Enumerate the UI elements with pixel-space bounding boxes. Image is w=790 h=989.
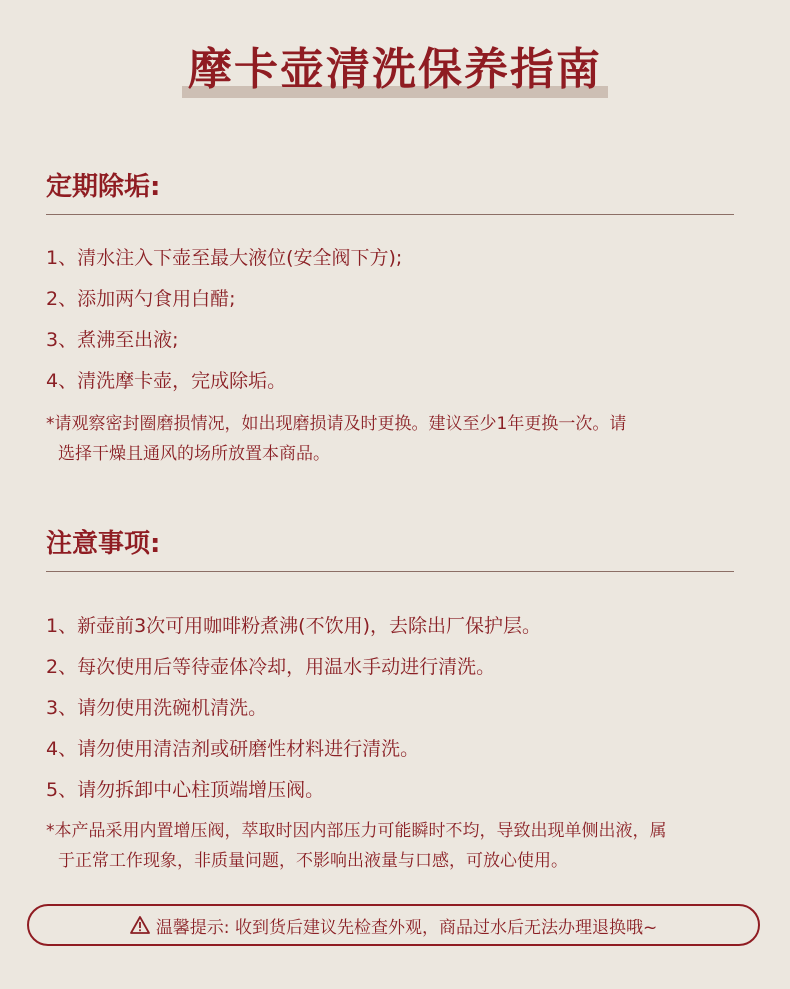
precautions-heading: 注意事项: — [46, 529, 161, 559]
precautions-note — [46, 816, 746, 876]
warning-triangle-icon — [130, 916, 150, 934]
page-title: 摩卡壶清洗保养指南 — [182, 40, 608, 100]
list-item: 3、煮沸至出液; — [46, 329, 179, 351]
precautions-divider — [46, 571, 734, 572]
list-item: 4、请勿使用清洁剂或研磨性材料进行清洗。 — [46, 738, 420, 760]
note-line: *请观察密封圈磨损情况，如出现磨损请及时更换。建议至少1年更换一次。请 — [46, 414, 627, 434]
note-line: *本产品采用内置增压阀，萃取时因内部压力可能瞬时不均，导致出现单侧出液，属 — [46, 821, 667, 841]
descaling-note — [46, 409, 746, 469]
list-item: 4、清洗摩卡壶，完成除垢。 — [46, 370, 287, 392]
list-item: 1、新壶前3次可用咖啡粉煮沸(不饮用)，去除出厂保护层。 — [46, 615, 542, 637]
descaling-list — [46, 238, 402, 402]
list-item: 2、添加两勺食用白醋; — [46, 288, 236, 310]
warm-tip-text: 温馨提示: 收到货后建议先检查外观，商品过水后无法办理退换哦~ — [155, 917, 658, 938]
note-line: 于正常工作现象，非质量问题，不影响出液量与口感，可放心使用。 — [58, 851, 568, 871]
list-item: 1、清水注入下壶至最大液位(安全阀下方); — [46, 247, 403, 269]
list-item: 3、请勿使用洗碗机清洗。 — [46, 697, 268, 719]
precautions-list — [46, 606, 541, 811]
list-item: 5、请勿拆卸中心柱顶端增压阀。 — [46, 779, 325, 801]
warm-tip-banner — [27, 904, 760, 946]
descaling-divider — [46, 214, 734, 215]
list-item: 2、每次使用后等待壶体冷却，用温水手动进行清洗。 — [46, 656, 496, 678]
descaling-heading: 定期除垢: — [46, 172, 161, 202]
note-line: 选择干燥且通风的场所放置本商品。 — [58, 444, 330, 464]
title-area — [0, 40, 790, 100]
